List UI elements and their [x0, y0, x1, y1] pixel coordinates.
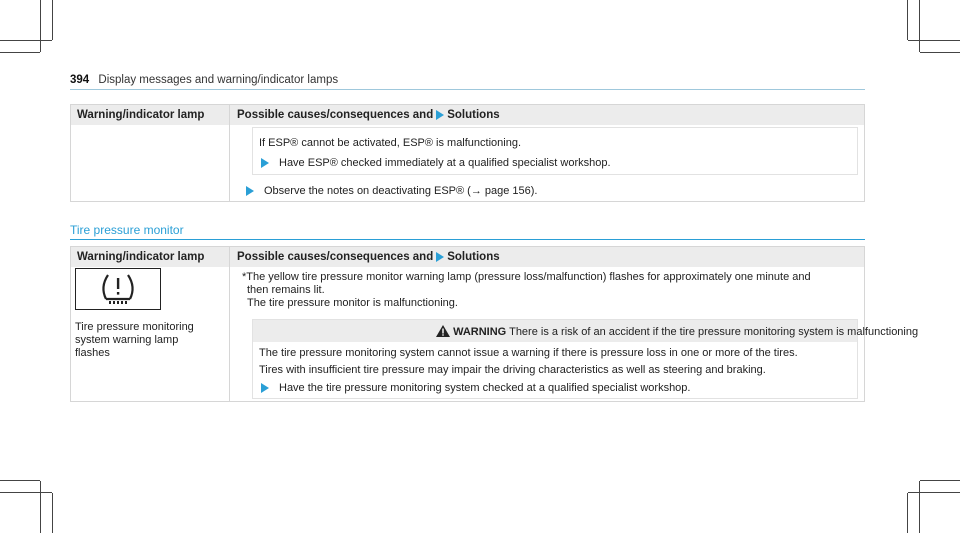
column-divider [229, 247, 230, 401]
col2-header-solutions: Solutions [447, 251, 500, 263]
step-item [261, 157, 611, 169]
tpms-warning-icon [76, 269, 160, 309]
lamp-label-line: flashes [75, 347, 110, 359]
page-number: 394 [70, 74, 90, 86]
arrow-right-icon [261, 158, 269, 168]
step-text: Have the tire pressure monitoring system checked at a qualified specialist workshop. [279, 382, 691, 394]
step-text: Have ESP® checked immediately at a qualified specialist workshop. [279, 157, 611, 169]
page-title: Display messages and warning/indicator lamps [98, 74, 339, 86]
warning-triangle-icon [436, 325, 450, 337]
crop-mark [920, 480, 960, 481]
crop-mark [907, 493, 908, 533]
crop-mark [919, 481, 920, 533]
desc-line: The tire pressure monitor is malfunctioning. [247, 297, 458, 309]
column-divider [229, 105, 230, 201]
arrow-right-icon [436, 252, 444, 262]
tire-pressure-table [70, 246, 919, 402]
crop-mark [0, 40, 52, 41]
warning-line [436, 325, 918, 339]
col1-header: Warning/indicator lamp [77, 109, 205, 121]
step-text[interactable]: Observe the notes on deactivating ESP® (→ page 156). [264, 185, 538, 197]
warning-paragraph: The tire pressure monitoring system cannot issue a warning if there is pressure loss in one or more of the tires. [259, 347, 798, 359]
section-rule [70, 239, 865, 240]
warning-paragraph: Tires with insufficient tire pressure may impair the driving characteristics as well as steering and braking. [259, 364, 766, 376]
crop-mark [52, 0, 53, 40]
warning-label: WARNING [453, 326, 507, 338]
warning-text: There is a risk of an accident if the tire pressure monitoring system is malfunctioning [509, 326, 919, 338]
step-item [246, 185, 538, 197]
col2-header [237, 251, 500, 263]
esp-table [70, 104, 865, 202]
crop-mark [908, 40, 960, 41]
crop-mark [920, 52, 960, 53]
arrow-right-icon [261, 383, 269, 393]
col1-header: Warning/indicator lamp [77, 251, 205, 263]
crop-mark [52, 493, 53, 533]
table-header [71, 247, 864, 267]
desc-line: *The yellow tire pressure monitor warning lamp (pressure loss/malfunction) flashes for approximately one minute and [242, 271, 811, 283]
lamp-explanation [242, 271, 811, 310]
crop-mark [0, 492, 52, 493]
col2-header-text: Possible causes/consequences and [237, 109, 434, 121]
section-title: Tire pressure monitor [70, 223, 184, 237]
col2-header [237, 109, 500, 121]
crop-mark [908, 492, 960, 493]
arrow-right-icon [246, 186, 254, 196]
crop-mark [907, 0, 908, 40]
crop-mark [40, 0, 41, 52]
crop-mark [919, 0, 920, 52]
arrow-right-icon [436, 110, 444, 120]
lamp-label-line: Tire pressure monitoring [75, 321, 194, 333]
tpms-lamp-frame [75, 268, 161, 310]
col2-header-solutions: Solutions [447, 109, 500, 121]
crop-mark [0, 480, 40, 481]
lamp-label-line: system warning lamp [75, 334, 179, 346]
lamp-description [75, 321, 194, 360]
crop-mark [40, 481, 41, 533]
col2-header-text: Possible causes/consequences and [237, 251, 434, 263]
header-rule [70, 89, 865, 90]
esp-malfunction-text: If ESP® cannot be activated, ESP® is malfunctioning. [259, 137, 522, 149]
step-item [261, 382, 690, 394]
desc-line: then remains lit. [247, 284, 325, 296]
page-header [70, 74, 338, 86]
crop-mark [0, 52, 40, 53]
table-header [71, 105, 864, 125]
